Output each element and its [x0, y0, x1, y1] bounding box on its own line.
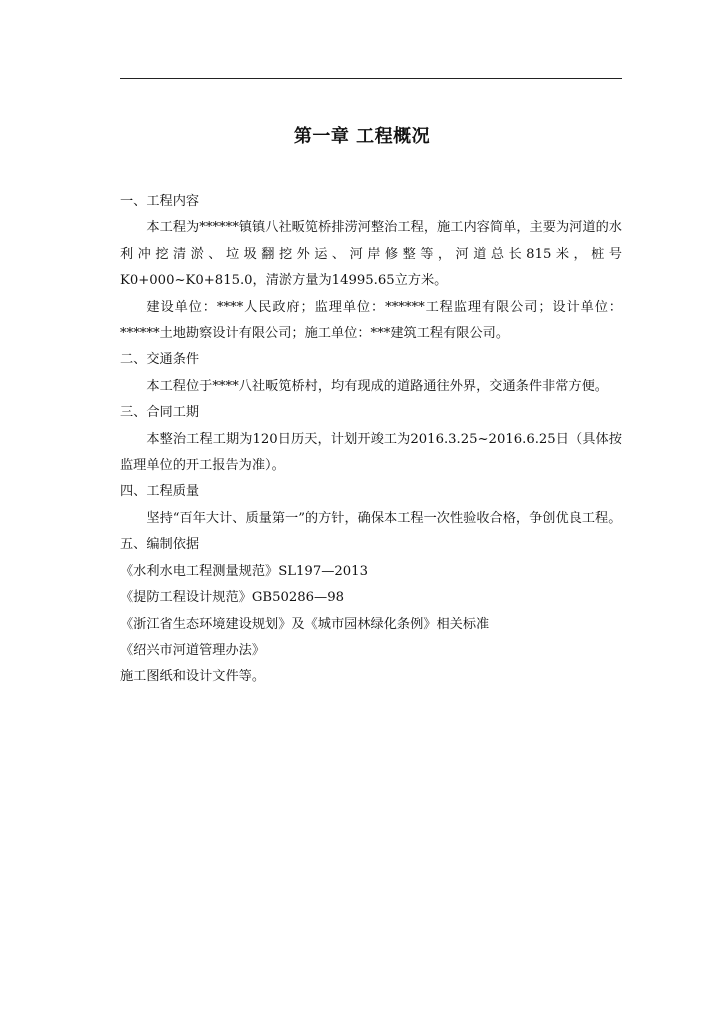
reference-item: 《水利水电工程测量规范》SL197—2013	[120, 563, 368, 579]
paragraph-traffic: 本工程位于****八社畈笕桥村，均有现成的道路通往外界，交通条件非常方便。	[146, 378, 608, 394]
reference-item: 施工图纸和设计文件等。	[120, 669, 266, 685]
paragraph-units: 建设单位：****人民政府；监理单位：******工程监理有限公司；设计单位：******土地勘察设计有限公司；施工单位：***建筑工程有限公司。	[120, 299, 622, 342]
header-rule	[120, 78, 622, 79]
paragraph-quality: 坚持“百年大计、质量第一”的方针，确保本工程一次性验收合格，争创优良工程。	[146, 510, 622, 526]
paragraph-contract-period: 本整治工程工期为120日历天，计划开竣工为2016.3.25~2016.6.25日（具体按监理单位的开工报告为准）。	[120, 431, 622, 474]
document-body	[120, 189, 622, 691]
section-heading-project-content: 一、工程内容	[120, 194, 200, 209]
section-heading-contract-period: 三、合同工期	[120, 405, 200, 421]
reference-item: 《绍兴市河道管理办法》	[120, 642, 266, 658]
section-heading-quality: 四、工程质量	[120, 484, 200, 500]
chapter-title: 第一章 工程概况	[293, 126, 431, 147]
reference-item: 《浙江省生态环境建设规划》及《城市园林绿化条例》相关标准	[120, 616, 490, 632]
paragraph-project-content: 本工程为******镇镇八社畈笕桥排涝河整治工程，施工内容简单，主要为河道的水利冲挖清淤、垃圾翻挖外运、河岸修整等，河道总长815米，桩号K0+000~K0+815.0，清淤方量为14995.65立方米。	[120, 220, 622, 289]
reference-item: 《提防工程设计规范》GB50286—98	[120, 590, 345, 606]
section-heading-traffic: 二、交通条件	[120, 352, 200, 368]
section-heading-basis: 五、编制依据	[120, 537, 200, 553]
